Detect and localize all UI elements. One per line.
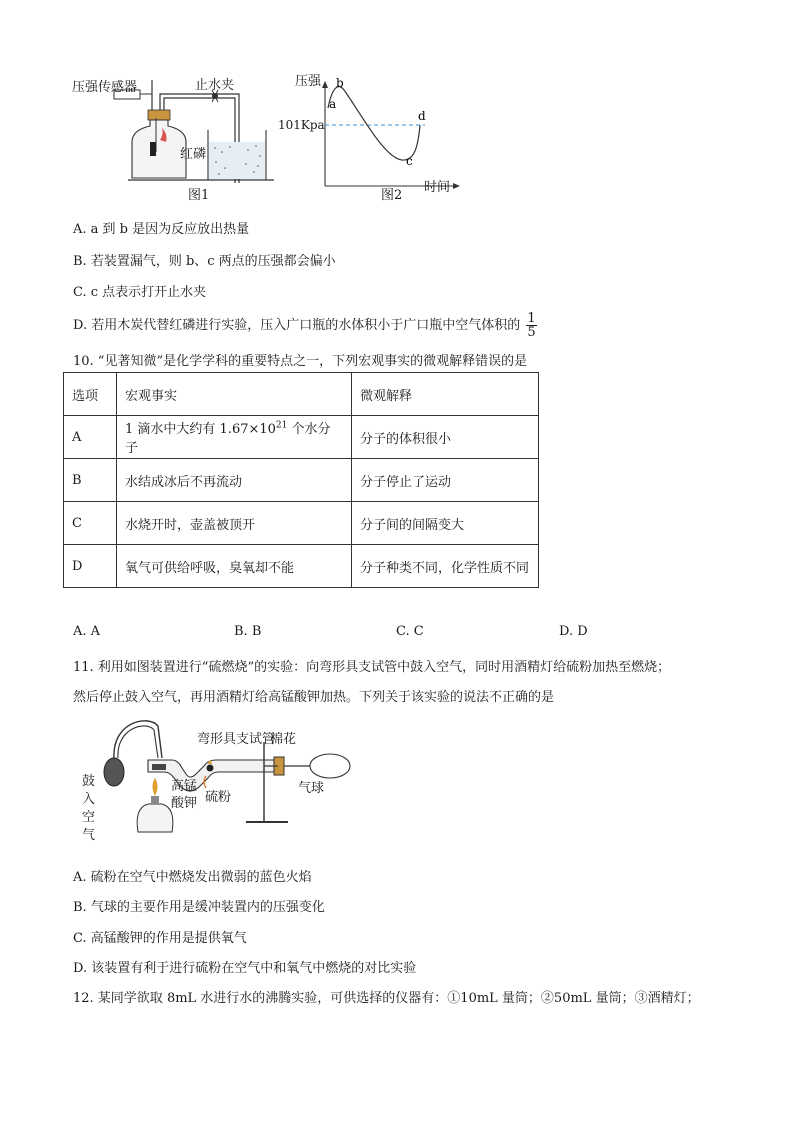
kmno4-label-1: 高锰	[171, 779, 198, 794]
row-fact: 水烧开时，壶盖被顶开	[117, 502, 352, 545]
point-b: b	[336, 76, 344, 90]
q9-option-d	[73, 312, 537, 339]
q10-choice-c: C. C	[396, 624, 424, 639]
header-explain: 微观解释	[352, 373, 539, 416]
q11-stem-line-1: 11. 利用如图装置进行“硫燃烧”的实验：向弯形具支试管中鼓入空气，同时用酒精灯给硫粉加热至燃烧；	[73, 660, 671, 675]
air-label-3: 空	[82, 810, 96, 825]
q10-table	[63, 372, 539, 588]
q11-stem-line-2: 然后停止鼓入空气，再用酒精灯给高锰酸钾加热。下列关于该实验的说法不正确的是	[73, 690, 555, 705]
table-row	[64, 502, 539, 545]
figure-1-caption: 图1	[188, 188, 210, 203]
fact-text-tail: 个水分子	[125, 422, 331, 456]
header-option: 选项	[64, 373, 117, 416]
q9-option-c: C. c 点表示打开止水夹	[73, 285, 207, 300]
q11-option-d: D. 该装置有利于进行硫粉在空气中和氧气中燃烧的对比实验	[73, 961, 417, 976]
row-option: B	[64, 459, 117, 502]
row-fact: 氧气可供给呼吸，臭氧却不能	[117, 545, 352, 588]
table-row	[64, 416, 539, 459]
alcohol-lamp	[137, 804, 173, 832]
row-explain: 分子种类不同，化学性质不同	[352, 545, 539, 588]
reference-label: 101Kpa	[278, 118, 325, 132]
fraction-numerator: 1	[527, 311, 536, 326]
row-explain: 分子的体积很小	[352, 416, 539, 459]
table-header-row	[64, 373, 539, 416]
sensor-label: 压强传感器	[72, 80, 138, 95]
table-row	[64, 459, 539, 502]
row-explain: 分子间的间隔变大	[352, 502, 539, 545]
q10-choice-b: B. B	[234, 624, 262, 639]
q11-option-b: B. 气球的主要作用是缓冲装置内的压强变化	[73, 900, 325, 915]
q10-stem: 10. “见著知微”是化学学科的重要特点之一，下列宏观事实的微观解释错误的是	[73, 354, 528, 369]
air-label-4: 气	[82, 828, 96, 843]
header-fact: 宏观事实	[117, 373, 352, 416]
row-option: A	[64, 416, 117, 459]
balloon	[310, 754, 350, 778]
pressure-curve	[328, 87, 420, 160]
balloon-label: 气球	[298, 781, 325, 796]
sulfur-label: 硫粉	[205, 790, 232, 805]
q11-option-a: A. 硫粉在空气中燃烧发出微弱的蓝色火焰	[73, 870, 312, 885]
air-bulb	[104, 758, 124, 786]
table-row	[64, 545, 539, 588]
air-label-1: 鼓	[82, 774, 96, 789]
air-label-2: 入	[82, 792, 96, 807]
row-fact	[117, 416, 352, 459]
cotton-label: 棉花	[270, 732, 297, 747]
phosphorus-label: 红磷	[180, 147, 207, 162]
q9-option-b: B. 若装置漏气，则 b、c 两点的压强都会偏小	[73, 254, 336, 269]
row-option: D	[64, 545, 117, 588]
q11-option-c: C. 高锰酸钾的作用是提供氧气	[73, 931, 247, 946]
fact-text: 1 滴水中大约有 1.67×10	[125, 422, 276, 437]
clamp-label: 止水夹	[195, 78, 235, 93]
point-c: c	[406, 154, 413, 168]
figure-2-caption: 图2	[381, 188, 403, 203]
fraction	[526, 312, 536, 339]
wide-mouth-jar	[132, 120, 186, 178]
q10-choice-d: D. D	[559, 624, 588, 639]
q12-stem: 12. 某同学欲取 8mL 水进行水的沸腾实验，可供选择的仪器有：①10mL 量筒；②50mL 量筒；③酒精灯；	[73, 991, 700, 1006]
q9-option-a: A. a 到 b 是因为反应放出热量	[73, 222, 250, 237]
row-option: C	[64, 502, 117, 545]
fraction-denominator: 5	[527, 325, 536, 340]
x-axis-label: 时间	[424, 180, 451, 195]
q10-choice-a: A. A	[73, 624, 101, 639]
row-explain: 分子停止了运动	[352, 459, 539, 502]
row-fact: 水结成冰后不再流动	[117, 459, 352, 502]
tube-label: 弯形具支试管	[197, 732, 276, 747]
kmno4-label-2: 酸钾	[171, 796, 198, 811]
point-d: d	[418, 109, 426, 123]
point-a: a	[329, 97, 337, 111]
q9-option-d-text: D. 若用木炭代替红磷进行实验，压入广口瓶的水体积小于广口瓶中空气体积的	[73, 318, 521, 333]
y-axis-label: 压强	[295, 74, 322, 89]
fact-exponent: 21	[275, 420, 288, 431]
